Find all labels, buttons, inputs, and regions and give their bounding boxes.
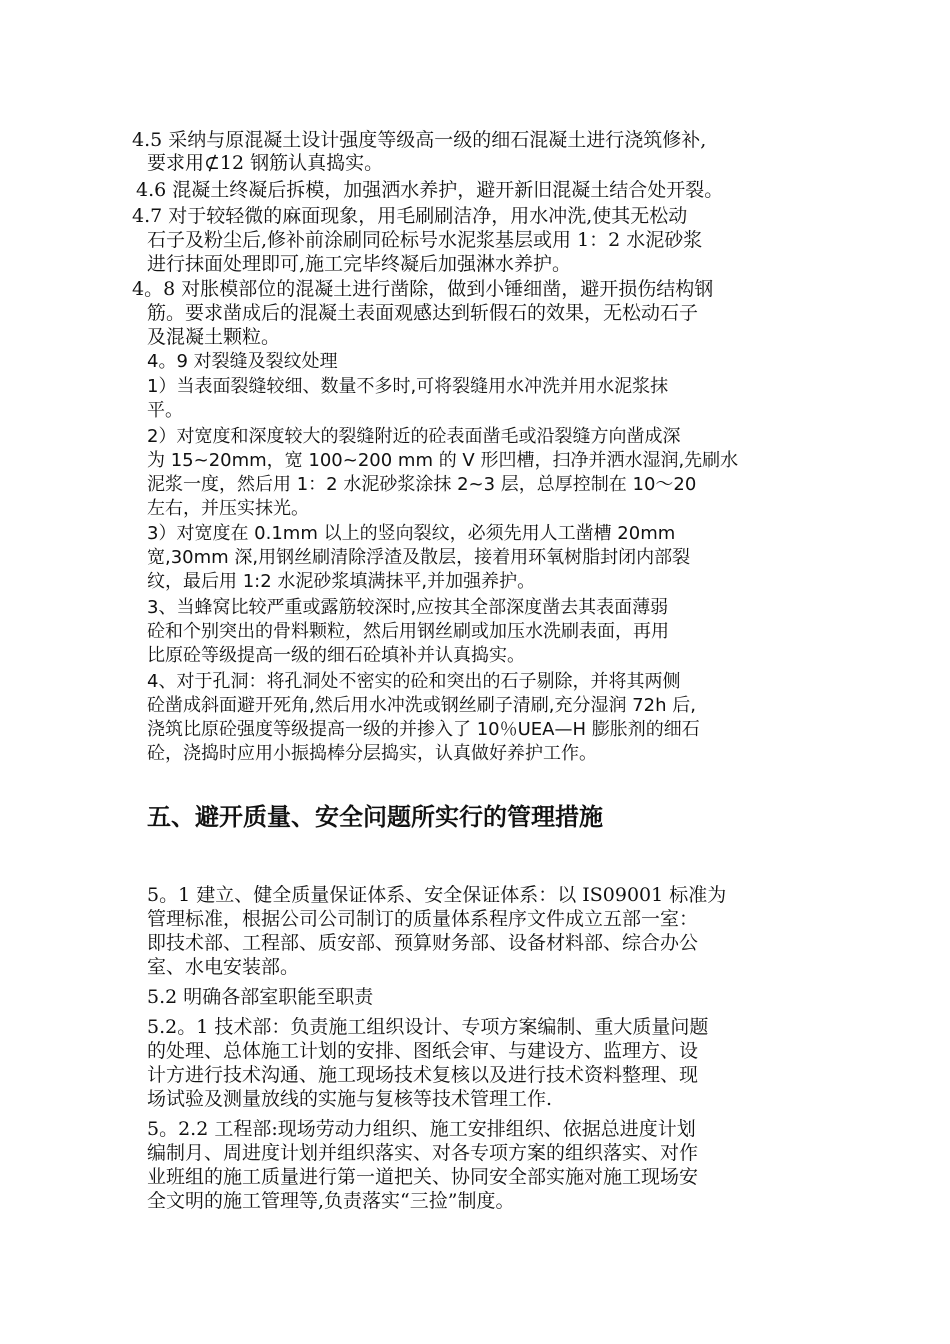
para-4-7-line-1: 4.7 对于较轻微的麻面现象，用毛刷刷洁净，用水冲洗,使其无松动 bbox=[132, 205, 688, 227]
item-2-line-2: 为 15~20mm，宽 100~200 mm 的 V 形凹槽，扫净并洒水湿润,先刷水 bbox=[147, 450, 739, 471]
item-4-line-3: 浇筑比原砼强度等级提高一级的并掺入了 10％UEA—H 膨胀剂的细石 bbox=[147, 719, 700, 740]
item-1-line-1: 1）当表面裂缝较细、数量不多时,可将裂缝用水冲洗并用水泥浆抹 bbox=[147, 376, 669, 397]
para-4-5-line-2: 要求用⊄12 钢筋认真捣实。 bbox=[147, 152, 384, 174]
item-3b-line-2: 砼和个别突出的骨料颗粒，然后用钢丝刷或加压水洗刷表面，再用 bbox=[147, 621, 669, 642]
item-4-line-2: 砼凿成斜面避开死角,然后用水冲洗或钢丝刷子清刷,充分湿润 72h 后, bbox=[147, 695, 696, 716]
para-4-8-line-2: 筋。要求凿成后的混凝土表面观感达到斩假石的效果，无松动石子 bbox=[147, 302, 699, 324]
para-4-9-line-1: 4。9 对裂缝及裂纹处理 bbox=[147, 351, 338, 372]
para-5-2-1-line-1: 5.2。1 技术部：负责施工组织设计、专项方案编制、重大质量问题 bbox=[147, 1016, 709, 1038]
item-3-line-1: 3）对宽度在 0.1mm 以上的竖向裂纹，必须先用人工凿槽 20mm bbox=[147, 523, 676, 544]
item-2-line-4: 左右，并压实抹光。 bbox=[147, 498, 309, 519]
para-5-2-2-line-2: 编制月、周进度计划并组织落实、对各专项方案的组织落实、对作 bbox=[147, 1142, 699, 1164]
item-3b-line-1: 3、当蜂窝比较严重或露筋较深时,应按其全部深度凿去其表面薄弱 bbox=[147, 597, 669, 618]
item-4-line-4: 砼，浇捣时应用小振捣棒分层捣实，认真做好养护工作。 bbox=[147, 743, 597, 764]
para-5-1-line-2: 管理标准，根据公司公司制订的质量体系程序文件成立五部一室： bbox=[147, 908, 699, 930]
section-5-heading: 五、避开质量、安全问题所实行的管理措施 bbox=[147, 803, 603, 831]
para-5-2-2-line-4: 全文明的施工管理等,负责落实“三捡”制度。 bbox=[147, 1190, 515, 1212]
item-1-line-2: 平。 bbox=[147, 400, 183, 421]
para-5-2-line-1: 5.2 明确各部室职能至职责 bbox=[147, 986, 374, 1008]
para-5-1-line-1: 5。1 建立、健全质量保证体系、安全保证体系：以 IS09001 标准为 bbox=[147, 884, 727, 906]
para-5-2-1-line-2: 的处理、总体施工计划的安排、图纸会审、与建设方、监理方、设 bbox=[147, 1040, 699, 1062]
para-5-2-2-line-1: 5。2.2 工程部:现场劳动力组织、施工安排组织、依据总进度计划 bbox=[147, 1118, 696, 1140]
item-3-line-3: 纹，最后用 1:2 水泥砂浆填满抹平,并加强养护。 bbox=[147, 571, 536, 592]
para-5-1-line-4: 室、水电安装部。 bbox=[147, 956, 300, 978]
item-2-line-1: 2）对宽度和深度较大的裂缝附近的砼表面凿毛或沿裂缝方向凿成深 bbox=[147, 426, 681, 447]
para-5-2-2-line-3: 业班组的施工质量进行第一道把关、协同安全部实施对施工现场安 bbox=[147, 1166, 699, 1188]
item-2-line-3: 泥浆一度，然后用 1：2 水泥砂浆涂抹 2~3 层，总厚控制在 10～20 bbox=[147, 474, 697, 495]
item-3-line-2: 宽,30mm 深,用钢丝刷清除浮渣及散层，接着用环氧树脂封闭内部裂 bbox=[147, 547, 691, 568]
item-4-line-1: 4、对于孔洞：将孔洞处不密实的砼和突出的石子剔除，并将其两侧 bbox=[147, 671, 681, 692]
para-5-2-1-line-3: 计方进行技术沟通、施工现场技术复核以及进行技术资料整理、现 bbox=[147, 1064, 699, 1086]
para-4-8-line-1: 4。8 对胀模部位的混凝土进行凿除，做到小锤细凿，避开损伤结构钢 bbox=[132, 278, 714, 300]
para-4-8-line-3: 及混凝土颗粒。 bbox=[147, 326, 281, 348]
para-4-7-line-3: 进行抹面处理即可,施工完毕终凝后加强淋水养护。 bbox=[147, 253, 572, 275]
item-3b-line-3: 比原砼等级提高一级的细石砼填补并认真捣实。 bbox=[147, 645, 525, 666]
para-5-1-line-3: 即技术部、工程部、质安部、预算财务部、设备材料部、综合办公 bbox=[147, 932, 699, 954]
para-4-7-line-2: 石子及粉尘后,修补前涂刷同砼标号水泥浆基层或用 1：2 水泥砂浆 bbox=[147, 229, 703, 251]
para-5-2-1-line-4: 场试验及测量放线的实施与复核等技术管理工作. bbox=[147, 1088, 553, 1110]
para-4-6-line-1: 4.6 混凝土终凝后拆模，加强洒水养护，避开新旧混凝土结合处开裂。 bbox=[136, 179, 724, 201]
para-4-5-line-1: 4.5 采纳与原混凝土设计强度等级高一级的细石混凝土进行浇筑修补, bbox=[132, 129, 707, 151]
